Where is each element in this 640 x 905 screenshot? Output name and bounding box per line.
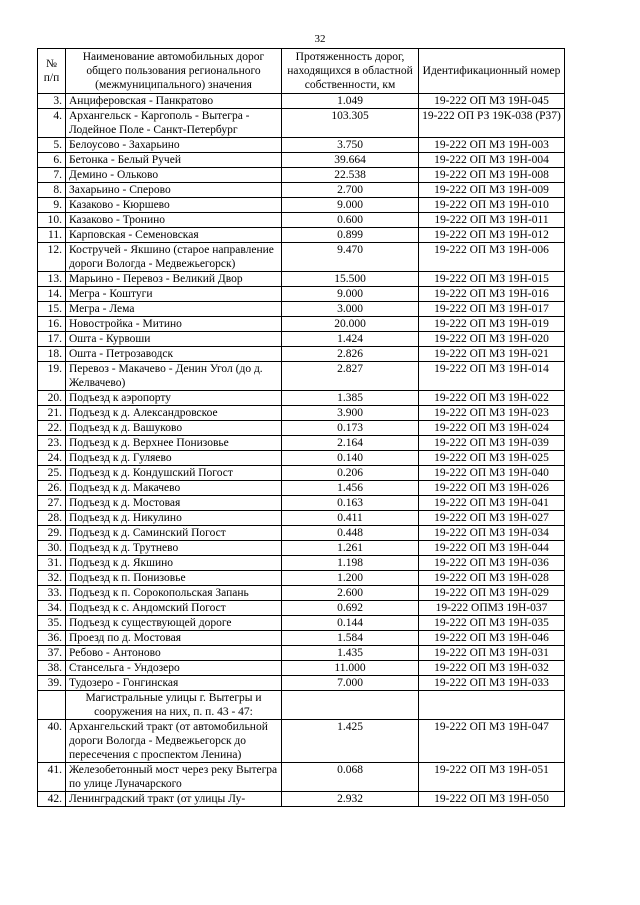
cell-name: Подъезд к д. Вашуково (66, 421, 282, 436)
cell-name: Перевоз - Макачево - Денин Угол (до д. Желвачево) (66, 362, 282, 391)
cell-num: 36. (38, 631, 66, 646)
cell-length: 3.000 (282, 302, 419, 317)
cell-id: 19-222 ОП МЗ 19Н-006 (419, 243, 565, 272)
table-row (38, 243, 565, 272)
cell-name: Подъезд к д. Трутнево (66, 541, 282, 556)
cell-length: 0.692 (282, 601, 419, 616)
cell-length: 1.584 (282, 631, 419, 646)
cell-id: 19-222 ОП МЗ 19Н-012 (419, 228, 565, 243)
cell-num: 21. (38, 406, 66, 421)
cell-length: 0.068 (282, 763, 419, 792)
cell-length: 1.385 (282, 391, 419, 406)
cell-length: 2.700 (282, 183, 419, 198)
table-row (38, 421, 565, 436)
cell-num: 24. (38, 451, 66, 466)
cell-name: Проезд по д. Мостовая (66, 631, 282, 646)
cell-length (282, 691, 419, 720)
cell-num: 38. (38, 661, 66, 676)
table-row (38, 661, 565, 676)
table-row (38, 481, 565, 496)
table-row (38, 94, 565, 109)
cell-id: 19-222 ОП МЗ 19Н-014 (419, 362, 565, 391)
cell-num: 18. (38, 347, 66, 362)
cell-length: 1.435 (282, 646, 419, 661)
table-row (38, 466, 565, 481)
cell-id: 19-222 ОП МЗ 19Н-015 (419, 272, 565, 287)
cell-id: 19-222 ОП МЗ 19Н-027 (419, 511, 565, 526)
table-row (38, 792, 565, 807)
table-row (38, 228, 565, 243)
cell-name: Подъезд к п. Понизовье (66, 571, 282, 586)
cell-name: Архангельский тракт (от автомобильной дороги Вологда - Медвежьегорск до пересечения с проспектом Ленина) (66, 720, 282, 763)
cell-name: Казаково - Кюршево (66, 198, 282, 213)
cell-num: 26. (38, 481, 66, 496)
cell-name: Мегра - Лема (66, 302, 282, 317)
cell-length: 103.305 (282, 109, 419, 138)
table-row (38, 676, 565, 691)
cell-name: Демино - Ольково (66, 168, 282, 183)
table-row (38, 720, 565, 763)
cell-id: 19-222 ОП МЗ 19Н-040 (419, 466, 565, 481)
cell-id: 19-222 ОП МЗ 19Н-021 (419, 347, 565, 362)
cell-length: 0.173 (282, 421, 419, 436)
header-id: Идентификационный номер (419, 49, 565, 94)
cell-num: 31. (38, 556, 66, 571)
cell-num: 28. (38, 511, 66, 526)
cell-num: 34. (38, 601, 66, 616)
table-row (38, 302, 565, 317)
cell-name: Белоусово - Захарьино (66, 138, 282, 153)
cell-length: 1.198 (282, 556, 419, 571)
cell-length: 9.000 (282, 287, 419, 302)
cell-num: 10. (38, 213, 66, 228)
cell-id: 19-222 ОП РЗ 19К-038 (Р37) (419, 109, 565, 138)
cell-id: 19-222 ОП МЗ 19Н-051 (419, 763, 565, 792)
cell-num: 35. (38, 616, 66, 631)
table-row (38, 631, 565, 646)
cell-id: 19-222 ОП МЗ 19Н-011 (419, 213, 565, 228)
cell-id (419, 691, 565, 720)
cell-length: 9.470 (282, 243, 419, 272)
cell-name: Железобетонный мост через реку Вытегра по улице Луначарского (66, 763, 282, 792)
cell-name: Стансельга - Ундозеро (66, 661, 282, 676)
cell-num: 5. (38, 138, 66, 153)
table-row (38, 763, 565, 792)
cell-num: 17. (38, 332, 66, 347)
table-row (38, 213, 565, 228)
cell-name: Ошта - Курвоши (66, 332, 282, 347)
cell-num: 15. (38, 302, 66, 317)
cell-num: 11. (38, 228, 66, 243)
cell-num: 29. (38, 526, 66, 541)
cell-length: 0.899 (282, 228, 419, 243)
cell-length: 2.600 (282, 586, 419, 601)
cell-num: 23. (38, 436, 66, 451)
cell-num: 6. (38, 153, 66, 168)
cell-name: Подъезд к существующей дороге (66, 616, 282, 631)
cell-length: 2.164 (282, 436, 419, 451)
cell-id: 19-222 ОП МЗ 19Н-024 (419, 421, 565, 436)
cell-name: Подъезд к д. Верхнее Понизовье (66, 436, 282, 451)
table-row (38, 153, 565, 168)
table-row (38, 406, 565, 421)
cell-num: 25. (38, 466, 66, 481)
table-row (38, 198, 565, 213)
cell-name: Захарьино - Сперово (66, 183, 282, 198)
roads-table (37, 48, 565, 807)
table-row (38, 511, 565, 526)
cell-name: Подъезд к д. Кондушский Погост (66, 466, 282, 481)
cell-id: 19-222 ОП МЗ 19Н-045 (419, 94, 565, 109)
table-row (38, 317, 565, 332)
table-header-row (38, 49, 565, 94)
cell-length: 1.425 (282, 720, 419, 763)
cell-num: 4. (38, 109, 66, 138)
cell-num: 13. (38, 272, 66, 287)
table-row (38, 541, 565, 556)
cell-id: 19-222 ОП МЗ 19Н-036 (419, 556, 565, 571)
cell-length: 15.500 (282, 272, 419, 287)
cell-length: 22.538 (282, 168, 419, 183)
cell-id: 19-222 ОП МЗ 19Н-050 (419, 792, 565, 807)
header-name: Наименование автомобильных дорог общего пользования регионального (межмуниципального) значения (66, 49, 282, 94)
cell-id: 19-222 ОП МЗ 19Н-046 (419, 631, 565, 646)
table-row (38, 616, 565, 631)
table-row (38, 571, 565, 586)
cell-length: 0.163 (282, 496, 419, 511)
cell-name: Подъезд к д. Гуляево (66, 451, 282, 466)
cell-length: 1.200 (282, 571, 419, 586)
cell-name: Подъезд к аэропорту (66, 391, 282, 406)
cell-name: Костручей - Якшино (старое направление дороги Вологда - Медвежьегорск) (66, 243, 282, 272)
cell-id: 19-222 ОП МЗ 19Н-034 (419, 526, 565, 541)
table-row (38, 362, 565, 391)
cell-length: 3.900 (282, 406, 419, 421)
cell-num: 14. (38, 287, 66, 302)
table-row (38, 287, 565, 302)
cell-length: 0.144 (282, 616, 419, 631)
cell-num: 22. (38, 421, 66, 436)
cell-num: 8. (38, 183, 66, 198)
cell-length: 1.049 (282, 94, 419, 109)
page-number: 32 (314, 33, 326, 45)
cell-id: 19-222 ОП МЗ 19Н-004 (419, 153, 565, 168)
cell-id: 19-222 ОП МЗ 19Н-039 (419, 436, 565, 451)
cell-num: 30. (38, 541, 66, 556)
table-row (38, 391, 565, 406)
header-length: Протяженность дорог, находящихся в областной собственности, км (282, 49, 419, 94)
cell-id: 19-222 ОП МЗ 19Н-028 (419, 571, 565, 586)
cell-length: 2.826 (282, 347, 419, 362)
cell-name: Ленинградский тракт (от улицы Лу- (66, 792, 282, 807)
cell-length: 0.206 (282, 466, 419, 481)
cell-num: 7. (38, 168, 66, 183)
cell-length: 2.932 (282, 792, 419, 807)
table-row (38, 436, 565, 451)
header-num: № п/п (38, 49, 66, 94)
cell-num: 37. (38, 646, 66, 661)
cell-name: Казаково - Тронино (66, 213, 282, 228)
cell-num (38, 691, 66, 720)
cell-name: Тудозеро - Гонгинская (66, 676, 282, 691)
cell-id: 19-222 ОП МЗ 19Н-003 (419, 138, 565, 153)
cell-name: Бетонка - Белый Ручей (66, 153, 282, 168)
cell-id: 19-222 ОПМЗ 19Н-037 (419, 601, 565, 616)
cell-name: Подъезд к д. Саминский Погост (66, 526, 282, 541)
cell-name: Новостройка - Митино (66, 317, 282, 332)
table-row (38, 556, 565, 571)
cell-name: Архангельск - Каргополь - Вытегра - Лодейное Поле - Санкт-Петербург (66, 109, 282, 138)
cell-length: 1.261 (282, 541, 419, 556)
cell-num: 19. (38, 362, 66, 391)
cell-num: 32. (38, 571, 66, 586)
cell-length: 39.664 (282, 153, 419, 168)
table-row (38, 586, 565, 601)
cell-num: 33. (38, 586, 66, 601)
cell-name: Ребово - Антоново (66, 646, 282, 661)
cell-id: 19-222 ОП МЗ 19Н-033 (419, 676, 565, 691)
cell-id: 19-222 ОП МЗ 19Н-047 (419, 720, 565, 763)
cell-num: 12. (38, 243, 66, 272)
cell-num: 42. (38, 792, 66, 807)
cell-length: 0.140 (282, 451, 419, 466)
table-row (38, 272, 565, 287)
cell-name: Подъезд к с. Андомский Погост (66, 601, 282, 616)
cell-name: Подъезд к п. Сорокопольская Запань (66, 586, 282, 601)
cell-id: 19-222 ОП МЗ 19Н-009 (419, 183, 565, 198)
cell-num: 16. (38, 317, 66, 332)
section-row (38, 691, 565, 720)
cell-length: 7.000 (282, 676, 419, 691)
cell-name: Подъезд к д. Мостовая (66, 496, 282, 511)
cell-length: 0.411 (282, 511, 419, 526)
cell-id: 19-222 ОП МЗ 19Н-017 (419, 302, 565, 317)
cell-id: 19-222 ОП МЗ 19Н-032 (419, 661, 565, 676)
cell-id: 19-222 ОП МЗ 19Н-044 (419, 541, 565, 556)
cell-id: 19-222 ОП МЗ 19Н-035 (419, 616, 565, 631)
table-row (38, 168, 565, 183)
cell-name: Анциферовская - Панкратово (66, 94, 282, 109)
cell-name: Подъезд к д. Макачево (66, 481, 282, 496)
table-row (38, 183, 565, 198)
cell-id: 19-222 ОП МЗ 19Н-029 (419, 586, 565, 601)
cell-id: 19-222 ОП МЗ 19Н-020 (419, 332, 565, 347)
cell-id: 19-222 ОП МЗ 19Н-025 (419, 451, 565, 466)
table-body (38, 94, 565, 807)
cell-length: 0.600 (282, 213, 419, 228)
cell-name: Мегра - Коштуги (66, 287, 282, 302)
cell-num: 41. (38, 763, 66, 792)
table-row (38, 332, 565, 347)
table-row (38, 138, 565, 153)
cell-length: 20.000 (282, 317, 419, 332)
table-row (38, 347, 565, 362)
table-row (38, 496, 565, 511)
cell-num: 20. (38, 391, 66, 406)
cell-name: Карповская - Семеновская (66, 228, 282, 243)
cell-num: 3. (38, 94, 66, 109)
cell-num: 40. (38, 720, 66, 763)
cell-id: 19-222 ОП МЗ 19Н-023 (419, 406, 565, 421)
cell-id: 19-222 ОП МЗ 19Н-022 (419, 391, 565, 406)
cell-num: 9. (38, 198, 66, 213)
cell-name: Марьино - Перевоз - Великий Двор (66, 272, 282, 287)
table-row (38, 109, 565, 138)
cell-id: 19-222 ОП МЗ 19Н-016 (419, 287, 565, 302)
cell-num: 39. (38, 676, 66, 691)
cell-name: Подъезд к д. Якшино (66, 556, 282, 571)
cell-name: Подъезд к д. Александровское (66, 406, 282, 421)
cell-name: Ошта - Петрозаводск (66, 347, 282, 362)
table-row (38, 526, 565, 541)
cell-num: 27. (38, 496, 66, 511)
cell-id: 19-222 ОП МЗ 19Н-010 (419, 198, 565, 213)
table-row (38, 646, 565, 661)
cell-length: 2.827 (282, 362, 419, 391)
cell-length: 1.456 (282, 481, 419, 496)
cell-id: 19-222 ОП МЗ 19Н-026 (419, 481, 565, 496)
cell-name: Магистральные улицы г. Вытегры и сооружения на них, п. п. 43 - 47: (66, 691, 282, 720)
table-row (38, 451, 565, 466)
cell-length: 9.000 (282, 198, 419, 213)
cell-length: 3.750 (282, 138, 419, 153)
cell-length: 11.000 (282, 661, 419, 676)
cell-id: 19-222 ОП МЗ 19Н-041 (419, 496, 565, 511)
cell-length: 1.424 (282, 332, 419, 347)
cell-length: 0.448 (282, 526, 419, 541)
cell-id: 19-222 ОП МЗ 19Н-019 (419, 317, 565, 332)
cell-id: 19-222 ОП МЗ 19Н-031 (419, 646, 565, 661)
table-row (38, 601, 565, 616)
cell-name: Подъезд к д. Никулино (66, 511, 282, 526)
cell-id: 19-222 ОП МЗ 19Н-008 (419, 168, 565, 183)
